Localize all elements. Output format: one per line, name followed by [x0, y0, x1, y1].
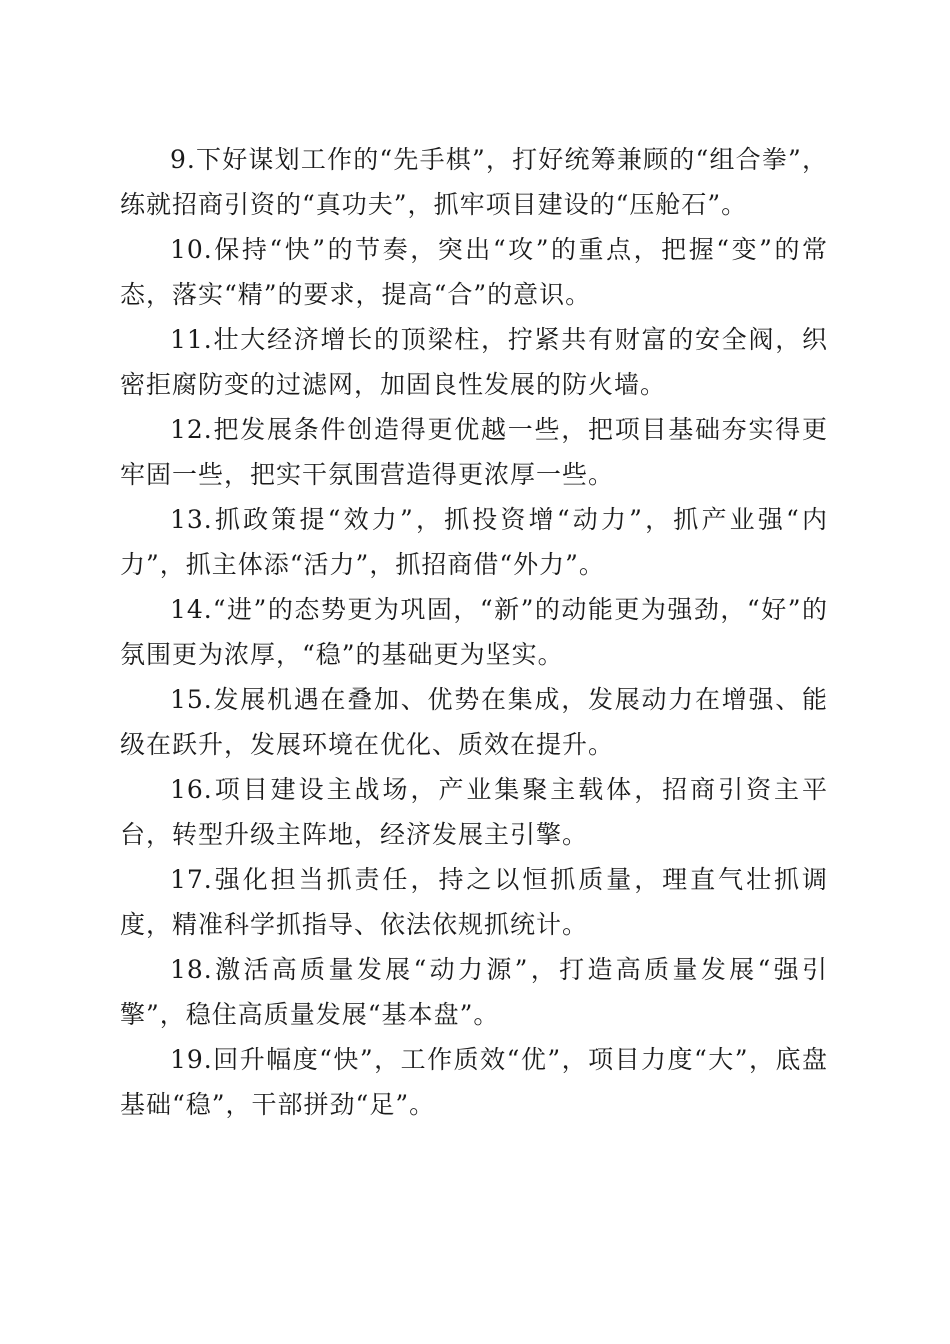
paragraph-item-14: 14.“进”的态势更为巩固，“新”的动能更为强劲，“好”的氛围更为浓厚，“稳”的基础更为坚实。 — [120, 595, 828, 669]
paragraph-item-13: 13.抓政策提“效力”，抓投资增“动力”，抓产业强“内力”，抓主体添“活力”，抓招商借“外力”。 — [120, 505, 828, 579]
paragraph-item-15: 15.发展机遇在叠加、优势在集成，发展动力在增强、能级在跃升，发展环境在优化、质效在提升。 — [120, 685, 828, 759]
paragraph-item-19: 19.回升幅度“快”，工作质效“优”，项目力度“大”，底盘基础“稳”，干部拼劲“足”。 — [120, 1045, 828, 1119]
paragraph-item-9: 9.下好谋划工作的“先手棋”，打好统筹兼顾的“组合拳”，练就招商引资的“真功夫”，抓牢项目建设的“压舱石”。 — [120, 145, 828, 219]
paragraph-item-10: 10.保持“快”的节奏，突出“攻”的重点，把握“变”的常态，落实“精”的要求，提高“合”的意识。 — [120, 235, 828, 309]
document-page — [120, 137, 828, 1127]
paragraph-item-17: 17.强化担当抓责任，持之以恒抓质量，理直气壮抓调度，精准科学抓指导、依法依规抓统计。 — [120, 865, 828, 939]
paragraph-item-16: 16.项目建设主战场，产业集聚主载体，招商引资主平台，转型升级主阵地，经济发展主引擎。 — [120, 775, 828, 849]
paragraph-item-12: 12.把发展条件创造得更优越一些，把项目基础夯实得更牢固一些，把实干氛围营造得更浓厚一些。 — [120, 415, 828, 489]
paragraph-item-18: 18.激活高质量发展“动力源”，打造高质量发展“强引擎”，稳住高质量发展“基本盘”。 — [120, 955, 828, 1029]
paragraph-item-11: 11.壮大经济增长的顶梁柱，拧紧共有财富的安全阀，织密拒腐防变的过滤网，加固良性发展的防火墙。 — [120, 325, 828, 399]
